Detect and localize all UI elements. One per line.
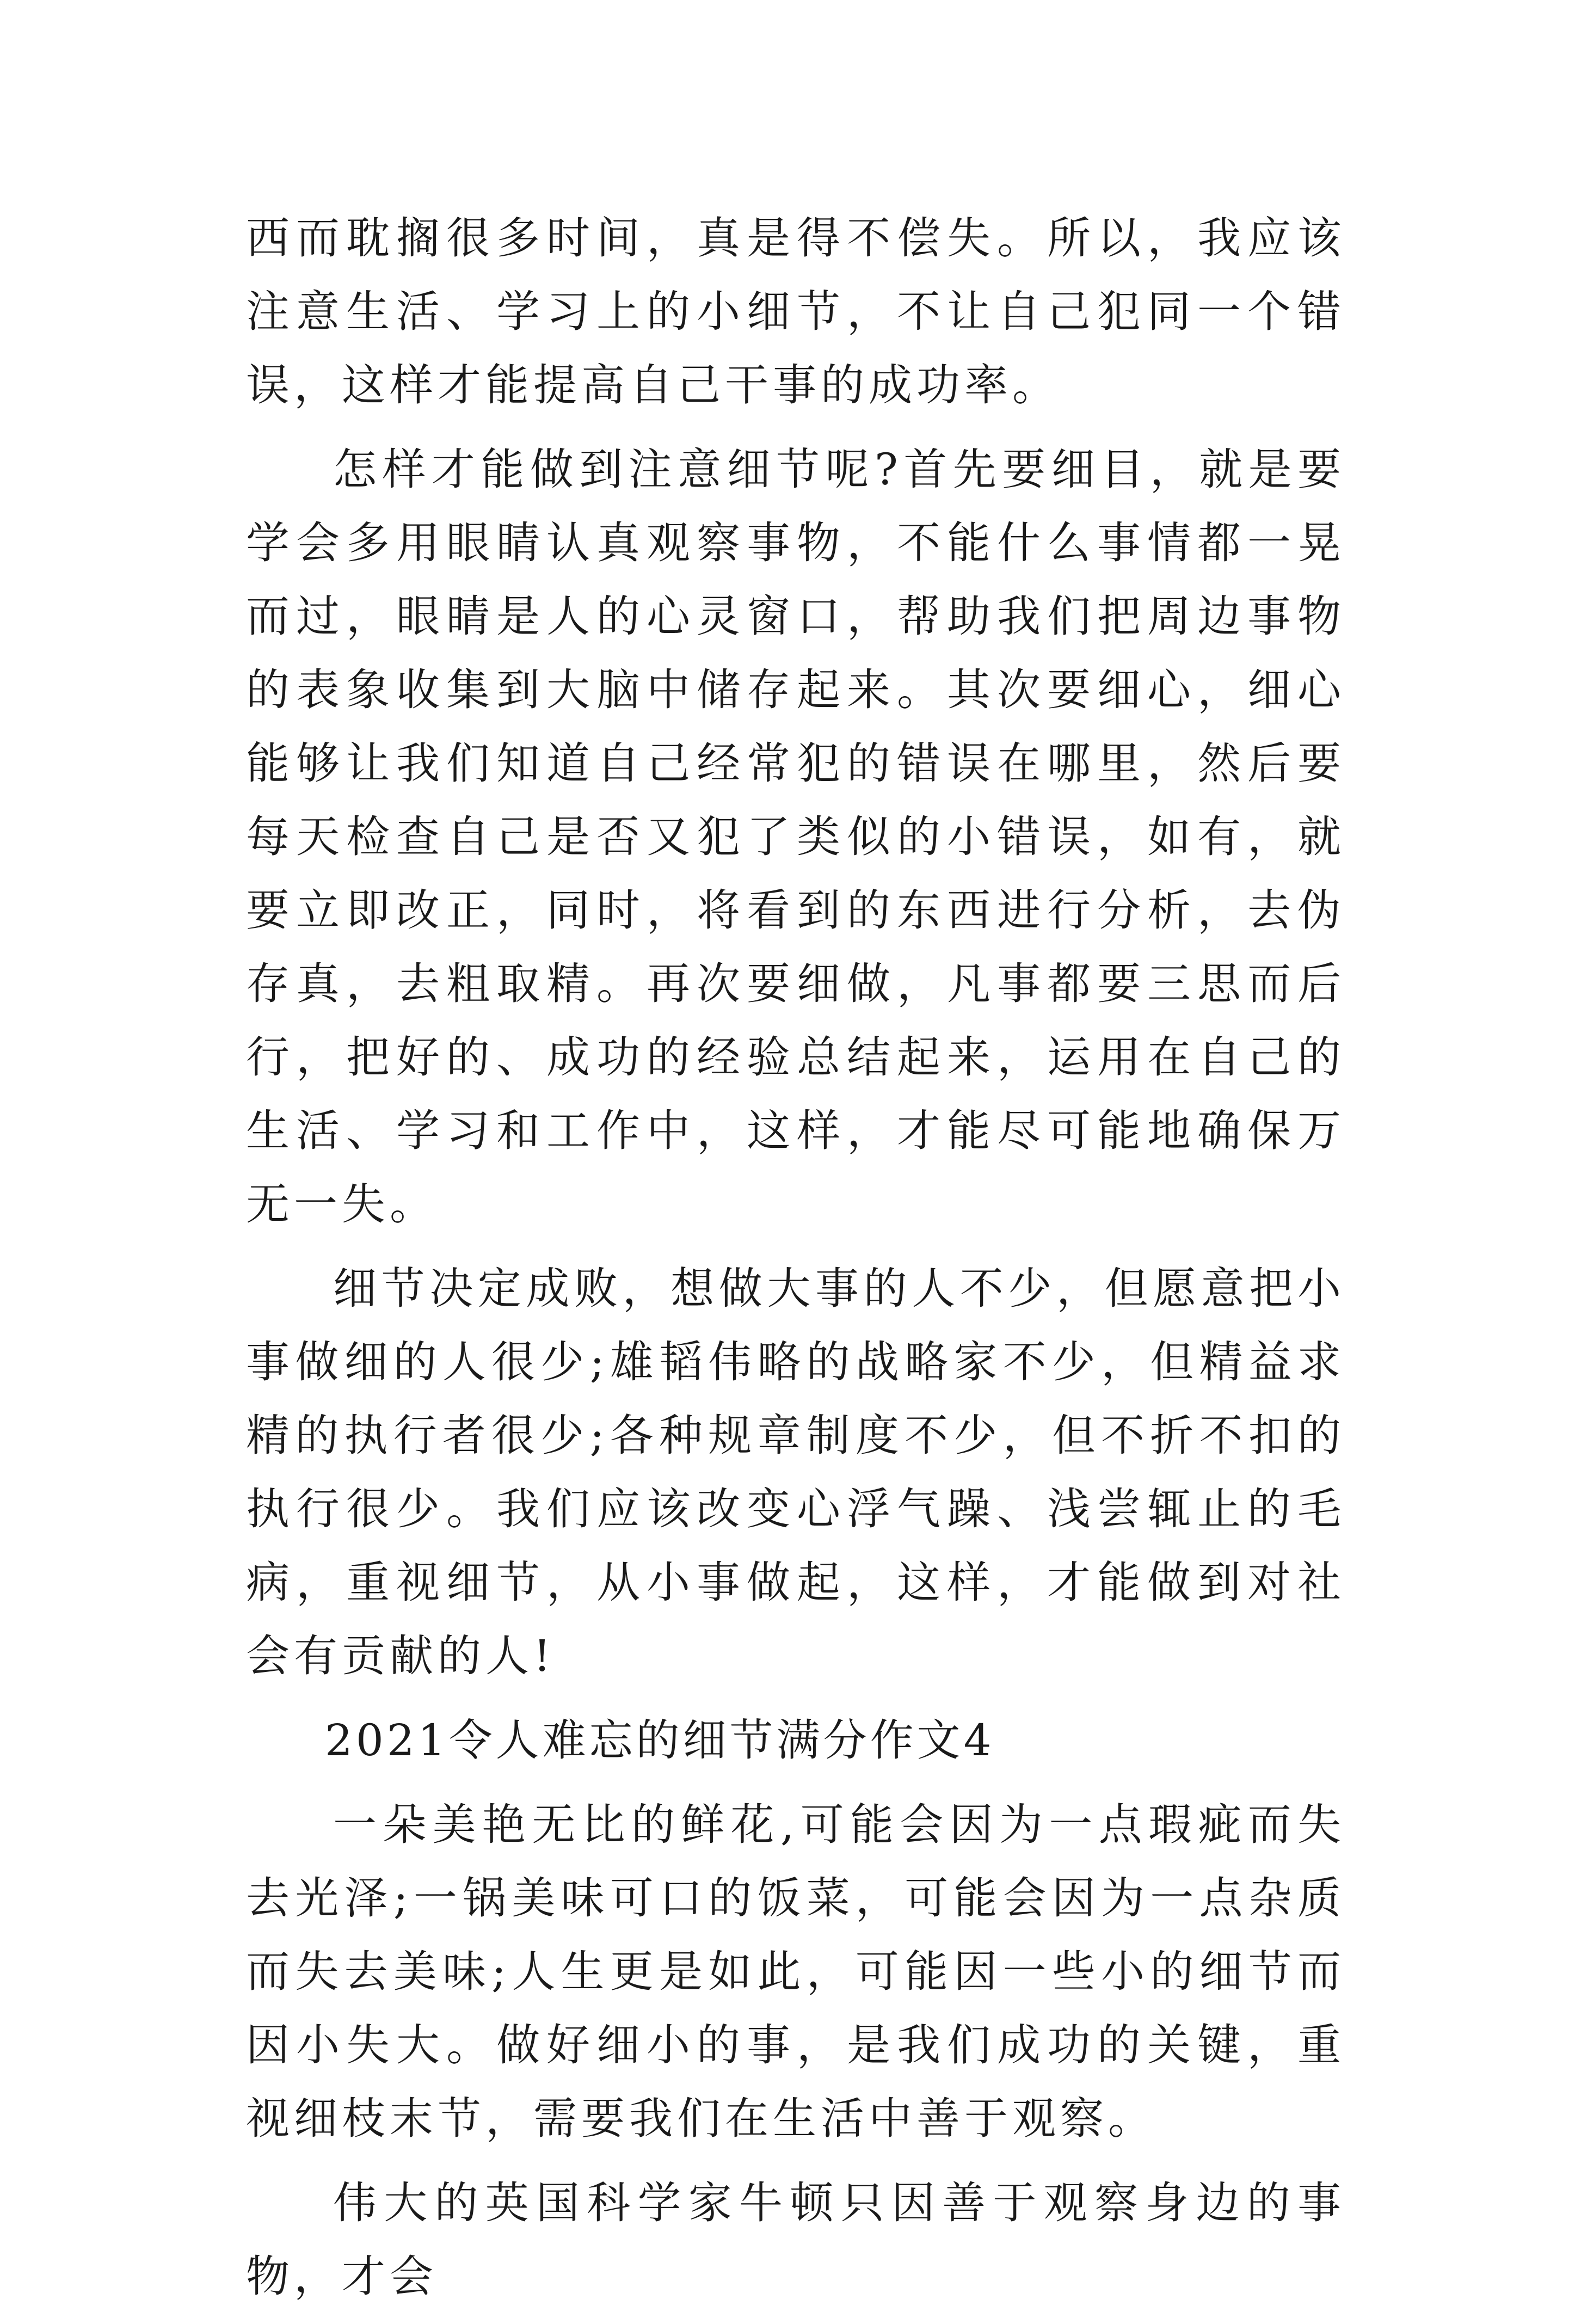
body-text bbox=[246, 201, 1345, 2324]
section-heading: 2021令人难忘的细节满分作文4 bbox=[325, 1715, 995, 1766]
paragraph: 怎样才能做到注意细节呢?首先要细目，就是要学会多用眼睛认真观察事物，不能什么事情都一晃而过，眼睛是人的心灵窗口，帮助我们把周边事物的表象收集到大脑中储存起来。其次要细心，细心能够让我们知道自己经常犯的错误在哪里，然后要每天检查自己是否又犯了类似的小错误，如有，就要立即改正，同时，将看到的东西进行分析，去伪存真，去粗取精。再次要细做，凡事都要三思而后行，把好的、成功的经验总结起来，运用在自己的生活、学习和工作中，这样，才能尽可能地确保万无一失。 bbox=[246, 444, 1345, 1229]
paragraph: 伟大的英国科学家牛顿只因善于观察身边的事物，才会 bbox=[246, 2178, 1345, 2302]
paragraph: 一朵美艳无比的鲜花,可能会因为一点瑕疵而失去光泽;一锅美味可口的饭菜，可能会因为一点杂质而失去美味;人生更是如此，可能因一些小的细节而因小失大。做好细小的事，是我们成功的关键，重视细枝末节，需要我们在生活中善于观察。 bbox=[246, 1799, 1345, 2144]
paragraph: 西而耽搁很多时间，真是得不偿失。所以，我应该注意生活、学习上的小细节，不让自己犯同一个错误，这样才能提高自己干事的成功率。 bbox=[246, 213, 1345, 410]
paragraph: 细节决定成败，想做大事的人不少，但愿意把小事做细的人很少;雄韬伟略的战略家不少，但精益求精的执行者很少;各种规章制度不少，但不折不扣的执行很少。我们应该改变心浮气躁、浅尝辄止的毛病，重视细节，从小事做起，这样，才能做到对社会有贡献的人! bbox=[246, 1263, 1345, 1681]
